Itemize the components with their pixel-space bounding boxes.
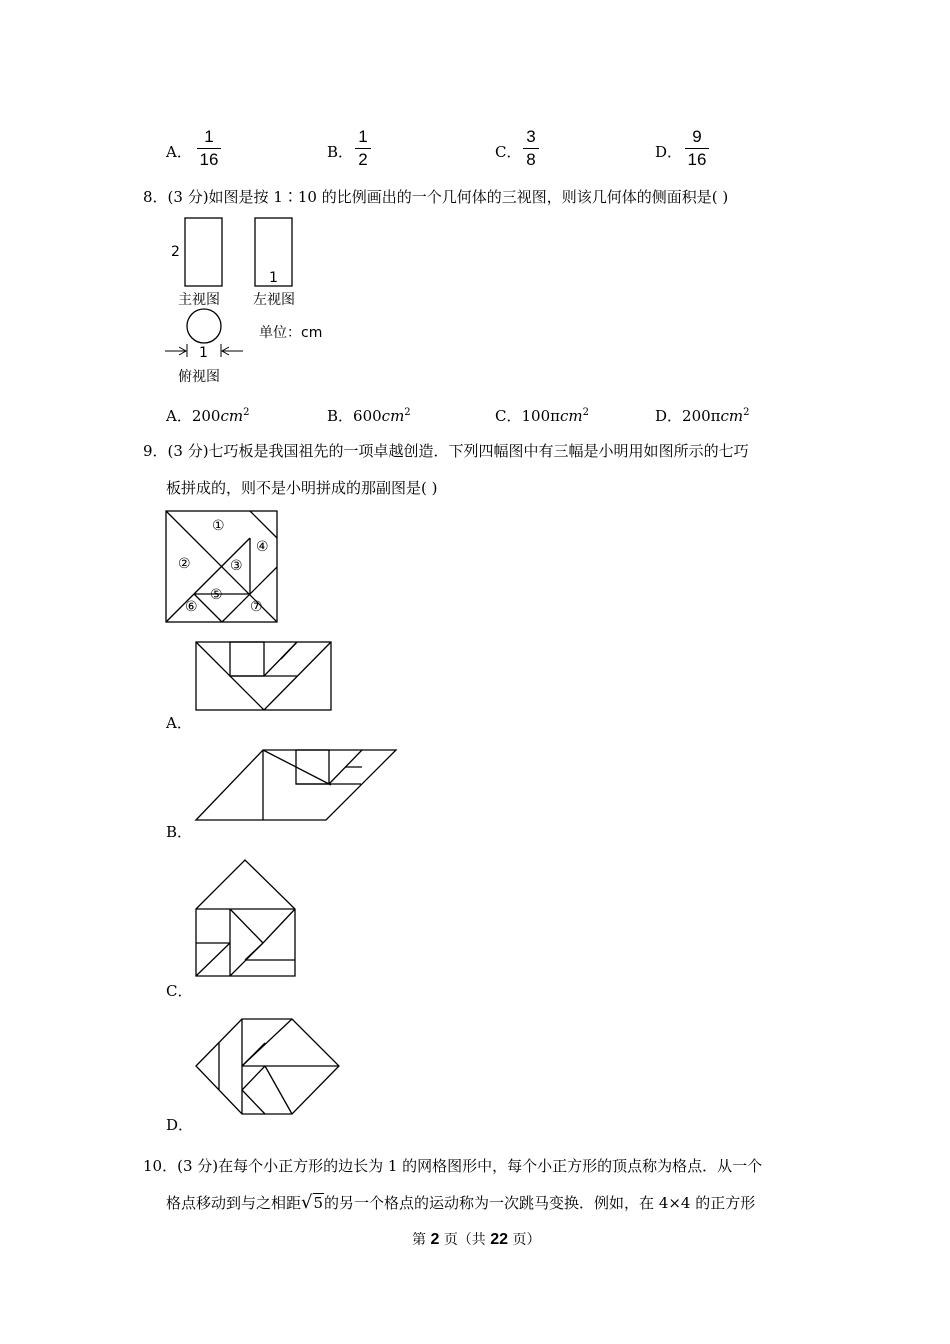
q10-question-line-1: 10．(3 分)在每个小正方形的边长为 1 的网格图形中，每个小正方形的顶点称为格点．从一个 <box>143 1157 763 1175</box>
tangram-piece-7-label: ⑦ <box>250 599 263 615</box>
fraction-denominator: 16 <box>199 150 219 169</box>
top-view-diameter-label: 1 <box>199 345 208 361</box>
left-view-width-label: 1 <box>269 270 278 286</box>
front-view-height-label: 2 <box>171 244 180 260</box>
unit-label: 单位：cm <box>259 325 323 341</box>
top-view-caption: 俯视图 <box>178 369 220 385</box>
fraction-denominator: 2 <box>358 150 368 169</box>
q8-option-d: D．200πcm$^2$ <box>655 407 750 425</box>
tangram-piece-4-label: ④ <box>256 539 269 555</box>
fraction-numerator: 9 <box>692 127 702 146</box>
sqrt-radicand: 5 <box>313 1194 324 1212</box>
q10-question-line-2: 格点移动到与之相距√5的另一个格点的运动称为一次跳马变换．例如，在 4×4 的正方形 <box>166 1192 756 1213</box>
q8-option-b: B．$600cm^2$ <box>327 407 411 425</box>
sqrt-symbol: √ <box>301 1192 313 1213</box>
q9-option-c-letter: C． <box>166 982 193 1000</box>
front-view-caption: 主视图 <box>178 292 220 308</box>
fraction-numerator: 3 <box>526 127 536 146</box>
tangram-piece-5-label: ⑤ <box>210 587 223 603</box>
page-footer: 第 2 页（共 22 页） <box>412 1231 541 1248</box>
fraction-denominator: 8 <box>526 150 536 169</box>
total-pages: 22 <box>490 1231 509 1248</box>
q8-question-text: 8．(3 分)如图是按 1∶10 的比例画出的一个几何体的三视图，则该几何体的侧面积是( ) <box>143 188 729 206</box>
q8-option-a: A．$200cm^2$ <box>166 407 250 425</box>
q9-option-a-letter: A． <box>166 714 192 732</box>
fraction-numerator: 1 <box>358 127 368 146</box>
left-view-caption: 左视图 <box>253 292 295 308</box>
page-number: 2 <box>430 1231 440 1248</box>
fraction-numerator: 1 <box>204 127 214 146</box>
q9-option-d-letter: D． <box>166 1116 194 1134</box>
tangram-piece-6-label: ⑥ <box>185 599 198 615</box>
tangram-piece-1-label: ① <box>212 518 225 534</box>
q9-question-line-2: 板拼成的，则不是小明拼成的那副图是( ) <box>166 479 438 497</box>
q9-question-line-1: 9．(3 分)七巧板是我国祖先的一项卓越创造．下列四幅图中有三幅是小明用如图所示的七巧 <box>143 442 749 460</box>
q8-option-c: C．100πcm$^2$ <box>495 407 589 425</box>
q7-option-b-letter: B． <box>327 143 354 161</box>
fraction-denominator: 16 <box>687 150 707 169</box>
q7-option-c-letter: C． <box>495 143 522 161</box>
q9-option-b-letter: B． <box>166 823 193 841</box>
q7-option-d-letter: D． <box>655 143 683 161</box>
tangram-piece-3-label: ③ <box>230 558 243 574</box>
tangram-piece-2-label: ② <box>178 556 191 572</box>
q7-option-a-letter: A． <box>166 143 192 161</box>
